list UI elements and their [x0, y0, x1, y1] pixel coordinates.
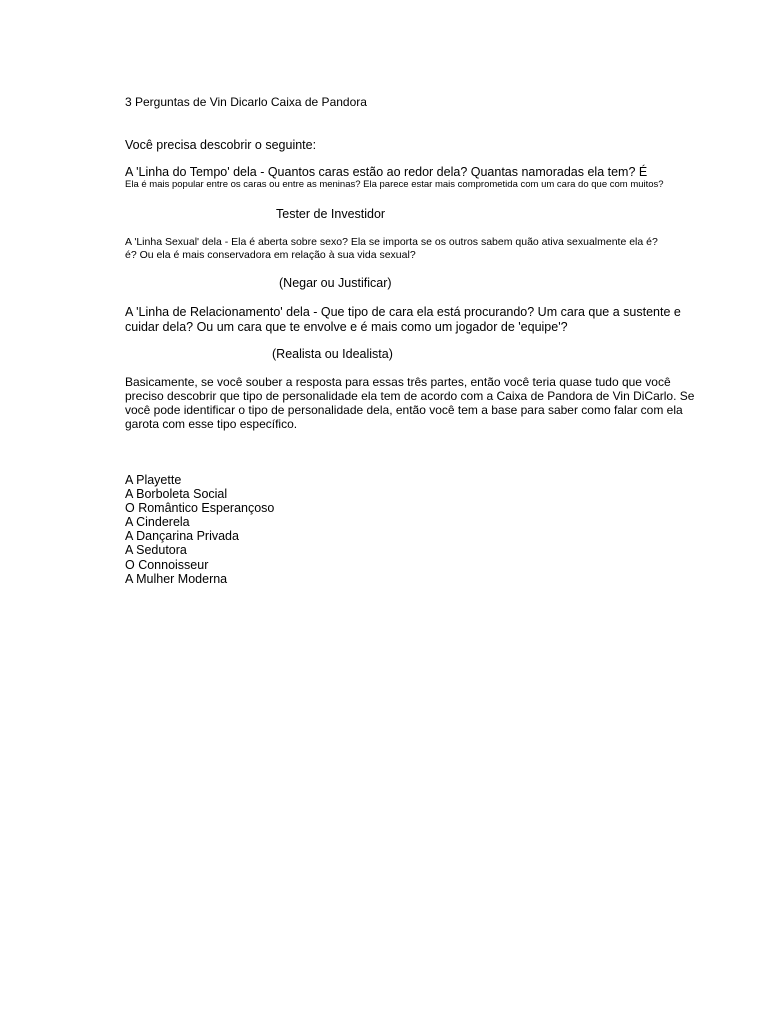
- list-item: A Playette: [125, 473, 182, 487]
- sexual-label: (Negar ou Justificar): [279, 276, 392, 290]
- relationship-line-1: A 'Linha de Relacionamento' dela - Que tipo de cara ela está procurando? Um cara que a sustente e: [125, 305, 681, 319]
- list-item: O Romântico Esperançoso: [125, 501, 275, 516]
- list-item: A Cinderela: [125, 515, 190, 530]
- list-item: O Connoisseur: [125, 557, 209, 572]
- summary-line-2: preciso descobrir que tipo de personalidade ela tem de acordo com a Caixa de Pandora de Vin DiCarlo. Se: [125, 389, 695, 403]
- sexual-continuation: é? Ou ela é mais conservadora em relação à sua vida sexual?: [125, 249, 416, 261]
- document-title: 3 Perguntas de Vin Dicarlo Caixa de Pandora: [125, 95, 367, 109]
- intro-text: Você precisa descobrir o seguinte:: [125, 138, 317, 152]
- list-item: A Mulher Moderna: [125, 571, 228, 586]
- relationship-label: (Realista ou Idealista): [272, 347, 393, 361]
- summary-line-3: você pode identificar o tipo de personalidade dela, então você tem a base para saber como falar com ela: [125, 403, 683, 417]
- list-item: A Borboleta Social: [125, 487, 228, 502]
- personality-type-list: [125, 473, 274, 586]
- timeline-question: A 'Linha do Tempo' dela - Quantos caras estão ao redor dela? Quantas namoradas ela tem? É: [125, 165, 648, 179]
- summary-line-4: garota com esse tipo específico.: [125, 417, 298, 431]
- timeline-continuation: Ela é mais popular entre os caras ou entre as meninas? Ela parece estar mais comprometida com um cara do que com muitos?: [125, 179, 664, 190]
- timeline-label: Tester de Investidor: [276, 207, 386, 221]
- summary-line-1: Basicamente, se você souber a resposta para essas três partes, então você teria quase tudo que você: [125, 375, 671, 389]
- list-item: A Dançarina Privada: [125, 529, 239, 544]
- list-item: A Sedutora: [125, 543, 187, 558]
- relationship-line-2: cuidar dela? Ou um cara que te envolve e é mais como um jogador de 'equipe'?: [125, 320, 568, 334]
- sexual-question: A 'Linha Sexual' dela - Ela é aberta sobre sexo? Ela se importa se os outros sabem quão ativa sexualmente ela é?: [125, 236, 658, 248]
